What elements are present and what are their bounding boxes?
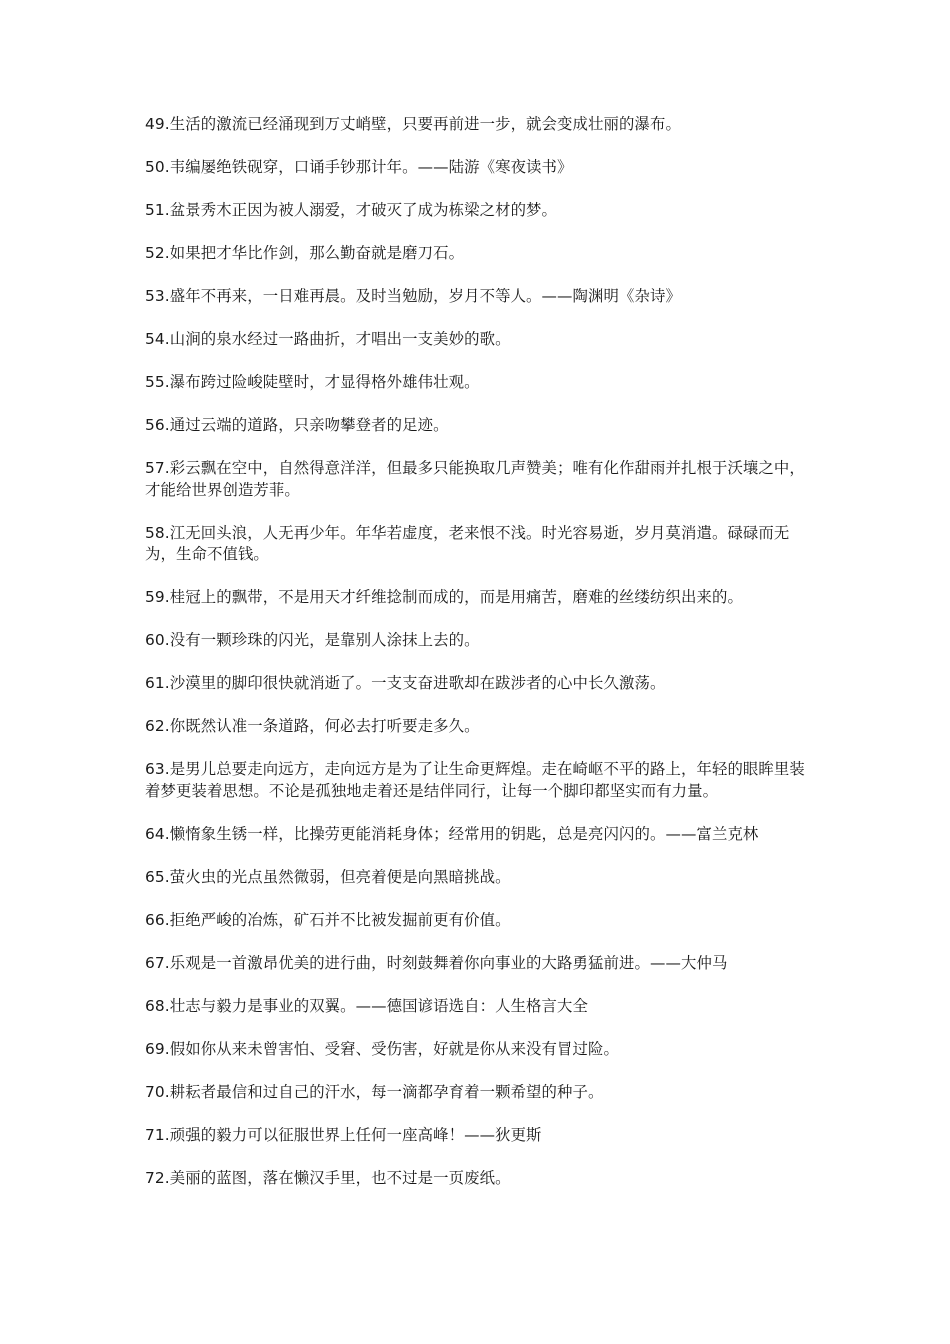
- quote-67: 67.乐观是一首激昂优美的进行曲，时刻鼓舞着你向事业的大路勇猛前进。——大仲马: [145, 953, 728, 972]
- quote-72: 72.美丽的蓝图，落在懒汉手里，也不过是一页废纸。: [145, 1168, 511, 1187]
- quote-65: 65.萤火虫的光点虽然微弱，但亮着便是向黑暗挑战。: [145, 867, 511, 886]
- quote-69: 69.假如你从来未曾害怕、受窘、受伤害，好就是你从来没有冒过险。: [145, 1039, 620, 1058]
- quote-52: 52.如果把才华比作剑，那么勤奋就是磨刀石。: [145, 244, 465, 262]
- quote-62: 62.你既然认准一条道路，何必去打听要走多久。: [145, 717, 480, 735]
- quote-51: 51.盆景秀木正因为被人溺爱，才破灭了成为栋梁之材的梦。: [145, 201, 558, 219]
- quote-61: 61.沙漠里的脚印很快就消逝了。一支支奋进歌却在跋涉者的心中长久激荡。: [145, 674, 666, 692]
- quote-53: 53.盛年不再来，一日难再晨。及时当勉励，岁月不等人。——陶渊明《杂诗》: [145, 287, 681, 305]
- quote-56: 56.通过云端的道路，只亲吻攀登者的足迹。: [145, 416, 449, 434]
- quote-70: 70.耕耘者最信和过自己的汗水，每一滴都孕育着一颗希望的种子。: [145, 1082, 604, 1101]
- quote-63: 63.是男儿总要走向远方，走向远方是为了让生命更辉煌。走在崎岖不平的路上，年轻的眼眸里装着梦更装着思想。不论是孤独地走着还是结伴同行，让每一个脚印都坚实而有力量。: [145, 760, 805, 800]
- quote-68: 68.壮志与毅力是事业的双翼。——德国谚语选自：人生格言大全: [145, 996, 589, 1015]
- quote-71: 71.顽强的毅力可以征服世界上任何一座高峰！——狄更斯: [145, 1125, 542, 1144]
- quote-59: 59.桂冠上的飘带，不是用天才纤维捻制而成的，而是用痛苦，磨难的丝缕纺织出来的。: [145, 588, 743, 606]
- quote-54: 54.山涧的泉水经过一路曲折，才唱出一支美妙的歌。: [145, 330, 511, 348]
- quote-list: [145, 114, 810, 1211]
- quote-57: 57.彩云飘在空中，自然得意洋洋，但最多只能换取几声赞美；唯有化作甜雨并扎根于沃壤之中，才能给世界创造芳菲。: [145, 459, 805, 499]
- quote-66: 66.拒绝严峻的冶炼，矿石并不比被发掘前更有价值。: [145, 910, 511, 929]
- quote-55: 55.瀑布跨过险峻陡壁时，才显得格外雄伟壮观。: [145, 373, 480, 391]
- quote-49: 49.生活的激流已经涌现到万丈峭壁，只要再前进一步，就会变成壮丽的瀑布。: [145, 115, 681, 133]
- quote-64: 64.懒惰象生锈一样，比操劳更能消耗身体；经常用的钥匙，总是亮闪闪的。——富兰克林: [145, 824, 759, 843]
- quote-60: 60.没有一颗珍珠的闪光，是靠别人涂抹上去的。: [145, 631, 480, 649]
- quote-50: 50.韦编屡绝铁砚穿，口诵手钞那计年。——陆游《寒夜读书》: [145, 158, 573, 176]
- quote-58: 58.江无回头浪，人无再少年。年华若虚度，老来恨不浅。时光容易逝，岁月莫消遣。碌碌而无为，生命不值钱。: [145, 523, 790, 563]
